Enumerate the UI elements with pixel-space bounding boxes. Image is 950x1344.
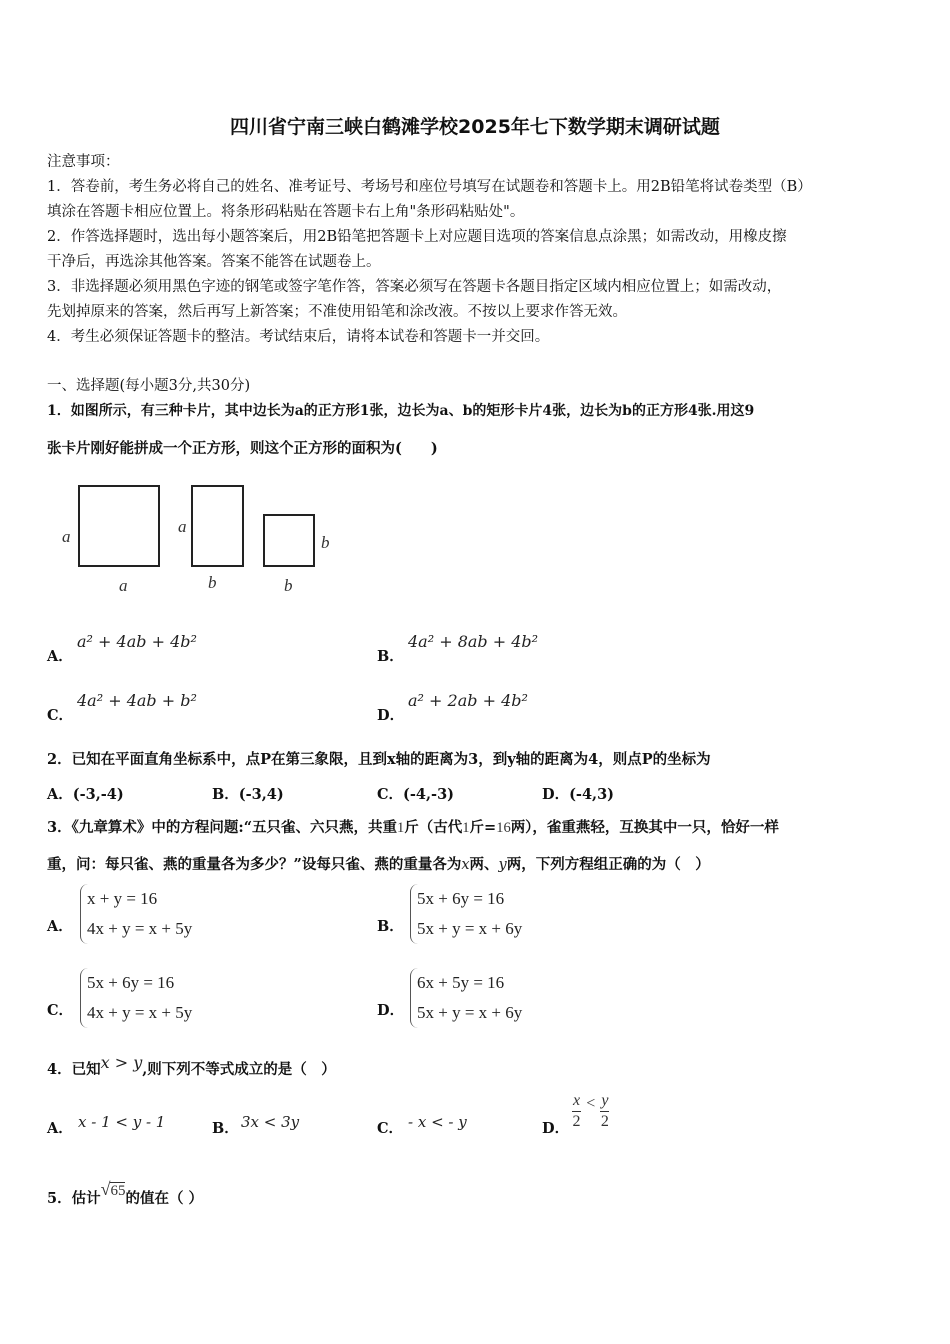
- option-label: C．: [377, 1120, 404, 1137]
- question-2-text: 2．已知在平面直角坐标系中，点P在第三象限，且到x轴的距离为3，到y轴的距离为4，则点P的坐标为: [47, 751, 711, 768]
- q3-text: 两、: [469, 856, 499, 873]
- q3-text: 3．《九章算术》中的方程问题:“五只雀、六只燕，共重: [47, 819, 398, 836]
- q3-var-y: y: [498, 857, 507, 873]
- notice-line: 1．答卷前，考生务必将自己的姓名、准考证号、考场号和座位号填写在试题卷和答题卡上。用2B铅笔将试卷类型（B）: [47, 179, 812, 195]
- notice-line: 2．作答选择题时，选出每小题答案后，用2B铅笔把答题卡上对应题目选项的答案信息点涂黑；如需改动，用橡皮擦: [47, 229, 787, 245]
- option-c-expr: 4a² + 4ab + b²: [77, 691, 197, 710]
- option-label: A．: [47, 1120, 73, 1137]
- q3-num: 16: [496, 820, 511, 836]
- equation-row: 4x + y = x + 5y: [87, 1003, 193, 1022]
- option-b-expr: 4a² + 8ab + 4b²: [408, 632, 539, 651]
- q4-expr: x > y: [100, 1053, 143, 1072]
- option-d: D．(-4,3): [542, 786, 615, 803]
- label-a: a: [178, 517, 187, 536]
- option-c-expr: - x < - y: [408, 1113, 467, 1131]
- option-label: A．: [47, 648, 73, 665]
- equation-system-a: [80, 884, 192, 944]
- notice-heading: 注意事项：: [47, 154, 120, 170]
- option-label: B．: [377, 918, 404, 935]
- question-3-text: [47, 852, 710, 878]
- q4-text: 4．已知: [47, 1061, 101, 1078]
- equation-row: 4x + y = x + 5y: [87, 919, 193, 938]
- radical-sign: √: [100, 1179, 111, 1199]
- notice-line: 先划掉原来的答案，然后再写上新答案；不准使用铅笔和涂改液。不按以上要求作答无效。: [47, 304, 627, 320]
- notice-line: 3．非选择题必须用黑色字迹的钢笔或签字笔作答，答案必须写在答题卡各题目指定区域内相应位置上；如需改动，: [47, 279, 782, 295]
- q3-text: 斤=: [469, 819, 497, 836]
- label-a: a: [62, 527, 71, 546]
- question-5-text: [47, 1179, 204, 1212]
- option-label: D．: [377, 1002, 405, 1019]
- q3-text: 两），雀重燕轻，互换其中一只，恰好一样: [510, 819, 779, 836]
- equation-system-d: [410, 968, 522, 1028]
- less-than: <: [586, 1094, 596, 1112]
- sqrt-expr: [100, 1179, 126, 1199]
- option-d-expr: [572, 1091, 609, 1132]
- page-title: 四川省宁南三峡白鹤滩学校2025年七下数学期末调研试题: [230, 116, 720, 138]
- fraction: $\frac{x}{2}$: [572, 1092, 581, 1130]
- q5-text: 的值在（ ）: [125, 1190, 204, 1207]
- equation-row: 5x + y = x + 6y: [417, 1003, 523, 1022]
- option-d-expr: a² + 2ab + 4b²: [408, 691, 528, 710]
- question-4-text: [47, 1053, 336, 1082]
- q3-text: 两，下列方程组正确的为（ ）: [506, 856, 710, 873]
- radicand: 65: [110, 1183, 126, 1199]
- option-a-expr: x - 1 < y - 1: [78, 1113, 166, 1131]
- notice-line: 4．考生必须保证答题卡的整洁。考试结束后，请将本试卷和答题卡一并交回。: [47, 329, 550, 345]
- equation-row: 5x + y = x + 6y: [417, 919, 523, 938]
- square-card-b: [264, 515, 314, 566]
- q3-var-x: x: [461, 857, 470, 873]
- q3-num: 1: [462, 820, 470, 836]
- notice-line: 干净后，再选涂其他答案。答案不能答在试题卷上。: [47, 254, 381, 270]
- section-heading: 一、选择题(每小题3分,共30分): [47, 378, 251, 394]
- question-1-text: 张卡片刚好能拼成一个正方形，则这个正方形的面积为( ): [47, 440, 438, 457]
- label-a: a: [119, 576, 128, 595]
- card-figure: [55, 478, 345, 598]
- label-b: b: [284, 576, 293, 595]
- q4-text: ,则下列不等式成立的是（ ）: [142, 1061, 336, 1078]
- notice-line: 填涂在答题卡相应位置上。将条形码粘贴在答题卡右上角"条形码粘贴处"。: [47, 204, 525, 220]
- equation-row: 6x + 5y = 16: [417, 973, 505, 992]
- option-label: B．: [212, 1120, 239, 1137]
- option-label: D．: [542, 1120, 570, 1137]
- fraction: $\frac{y}{2}$: [600, 1092, 609, 1130]
- option-label: D．: [377, 707, 405, 724]
- option-label: A．: [47, 918, 73, 935]
- q3-text: 斤（古代: [404, 819, 463, 836]
- option-a-expr: a² + 4ab + 4b²: [77, 632, 197, 651]
- equation-system-b: [410, 884, 522, 944]
- rect-card-ab: [192, 486, 243, 566]
- option-label: C．: [47, 707, 74, 724]
- option-a: A．(-3,-4): [47, 786, 124, 803]
- option-b-expr: 3x < 3y: [241, 1113, 300, 1131]
- equation-row: 5x + 6y = 16: [87, 973, 175, 992]
- square-card-a: [79, 486, 159, 566]
- question-1-text: 1．如图所示，有三种卡片，其中边长为a的正方形1张，边长为a、b的矩形卡片4张，边长为b的正方形4张.用这9: [47, 403, 755, 419]
- option-label: C．: [47, 1002, 74, 1019]
- q3-text: 重，问：每只雀、燕的重量各为多少？”设每只雀、燕的重量各为: [47, 856, 462, 873]
- equation-row: x + y = 16: [87, 889, 158, 908]
- q5-text: 5．估计: [47, 1190, 101, 1207]
- equation-row: 5x + 6y = 16: [417, 889, 505, 908]
- label-b: b: [321, 533, 330, 552]
- option-b: B．(-3,4): [212, 786, 284, 803]
- q3-num: 1: [397, 820, 405, 836]
- question-3-text: [47, 815, 779, 841]
- option-label: B．: [377, 648, 404, 665]
- equation-system-c: [80, 968, 192, 1028]
- label-b: b: [208, 573, 217, 592]
- option-c: C．(-4,-3): [377, 786, 455, 803]
